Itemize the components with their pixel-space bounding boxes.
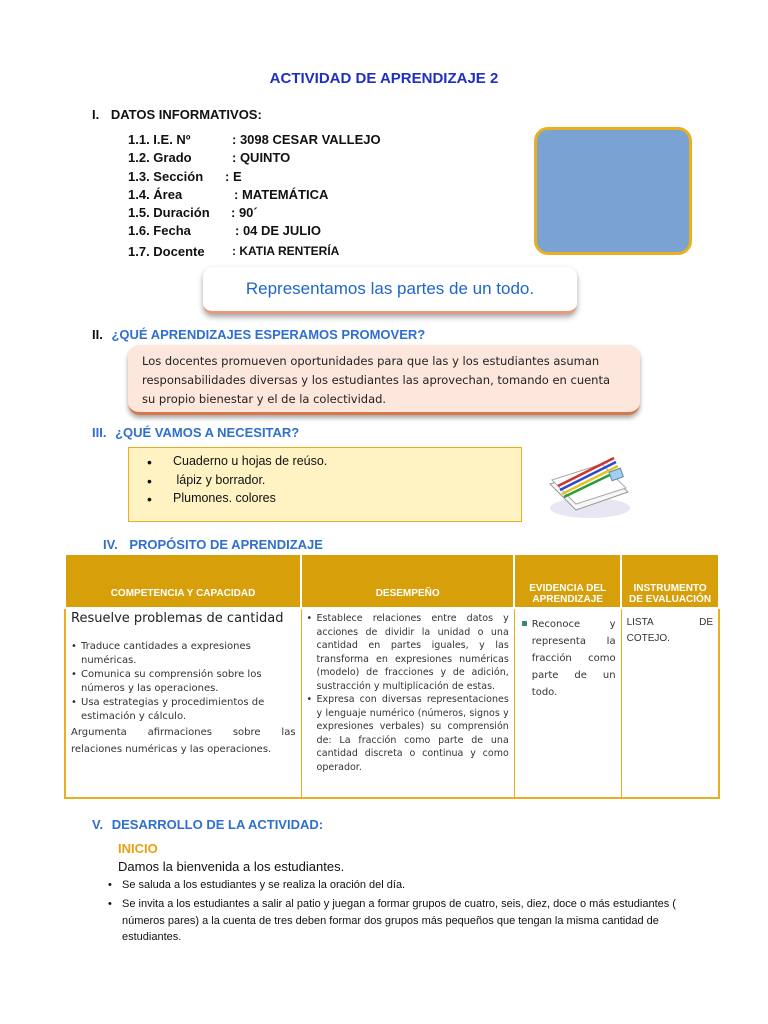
- capacidad-item: • Traduce cantidades a expresiones numéricas.: [71, 640, 296, 668]
- competencia-title: Resuelve problemas de cantidad: [71, 611, 284, 626]
- section-3-heading: [92, 425, 299, 440]
- aprendizajes-box: Los docentes promueven oportunidades para que las y los estudiantes asuman responsabilidades diversas y los estudiantes las aprovechan, tomando en cuenta su propio bienestar y el de la colectividad.: [128, 345, 640, 415]
- section-3-number: III.: [92, 425, 107, 440]
- dato-label: 1.2. Grado: [128, 150, 192, 166]
- section-1-number: I.: [92, 107, 100, 122]
- page-title: ACTIVIDAD DE APRENDIZAJE 2: [269, 70, 499, 87]
- dato-value: : 90´: [231, 205, 258, 221]
- section-3-title: ¿QUÉ VAMOS A NECESITAR?: [115, 425, 300, 440]
- section-2-title: ¿QUÉ APRENDIZAJES ESPERAMOS PROMOVER?: [111, 327, 426, 342]
- materials-box: [128, 447, 522, 522]
- desempeno-item: • Expresa con diversas representaciones y lenguaje numérico (números, signos y expresiones verbales) su comprensión de: La fracción como parte de una cantidad discreta o continua y como operador.: [307, 693, 509, 774]
- material-item: • Cuaderno u hojas de reúso.: [147, 454, 521, 473]
- section-4-heading: [103, 537, 323, 552]
- section-4-number: IV.: [103, 537, 118, 552]
- table-header-row: [65, 554, 719, 608]
- header-instrumento: INSTRUMENTO DE EVALUACIÓN: [621, 554, 719, 608]
- evidencia-cell: [514, 608, 621, 798]
- inicio-label: INICIO: [118, 841, 158, 856]
- competencia-cell: [65, 608, 301, 798]
- instrumento-cell: [621, 608, 719, 798]
- section-4-title: PROPÓSITO DE APRENDIZAJE: [129, 537, 323, 552]
- header-desempeno: DESEMPEÑO: [301, 554, 514, 608]
- inicio-bullet: • Se invita a los estudiantes a salir al patio y juegan a formar grupos de cuatro, seis, diez, doce o más estudiantes ( números pares) a la cuenta de tres deben formar dos grupos más pequeños que tengan la misma cantidad de estudiantes.: [122, 896, 682, 946]
- section-1-heading: [92, 107, 262, 122]
- dato-label: 1.1. I.E. Nº: [128, 132, 191, 147]
- welcome-text: Damos la bienvenida a los estudiantes.: [118, 859, 345, 874]
- capacidad-item: • Comunica su comprensión sobre los números y las operaciones.: [71, 668, 296, 696]
- desempeno-cell: [301, 608, 514, 798]
- section-2-number: II.: [92, 327, 103, 342]
- table-row: [65, 608, 719, 798]
- header-competencia: COMPETENCIA Y CAPACIDAD: [65, 554, 301, 608]
- photo-placeholder: [534, 127, 692, 255]
- session-title-banner: Representamos las partes de un todo.: [203, 267, 577, 314]
- capacidad-item: • Usa estrategias y procedimientos de estimación y cálculo.: [71, 696, 296, 724]
- section-5-number: V.: [92, 817, 104, 832]
- desempeno-item: • Establece relaciones entre datos y acciones de dividir la unidad o una cantidad en partes iguales, y las transforma en expresiones numéricas (modelo) de fracciones y de adición, sustracción y multiplicación de estas.: [307, 612, 509, 693]
- dato-label: 1.6. Fecha: [128, 223, 191, 239]
- purpose-table: [64, 553, 720, 799]
- dato-value: : 04 DE JULIO: [235, 223, 321, 239]
- section-5-heading: [92, 817, 323, 832]
- capacidad-argumenta: Argumenta afirmaciones sobre las relaciones numéricas y las operaciones.: [71, 727, 296, 755]
- inicio-bullet: • Se saluda a los estudiantes y se realiza la oración del día.: [122, 877, 682, 894]
- dato-value: : E: [225, 168, 242, 184]
- dato-value: : 3098 CESAR VALLEJO: [232, 132, 381, 147]
- dato-value: : KATIA RENTERÍA: [232, 243, 340, 258]
- dato-label: 1.5. Duración: [128, 205, 210, 221]
- section-1-title: DATOS INFORMATIVOS:: [110, 107, 262, 122]
- section-5-title: DESARROLLO DE LA ACTIVIDAD:: [111, 817, 324, 832]
- dato-label: 1.3. Sección: [128, 168, 204, 184]
- dato-label: 1.4. Área: [128, 186, 183, 202]
- dato-value: : MATEMÁTICA: [234, 186, 329, 202]
- dato-value: : QUINTO: [232, 150, 291, 166]
- material-item: • lápiz y borrador.: [147, 473, 521, 492]
- material-item: • Plumones. colores: [147, 491, 521, 510]
- evidencia-text: Reconoce y representa la fracción como parte de un todo.: [520, 612, 616, 701]
- school-supplies-icon: [540, 440, 632, 522]
- header-evidencia: EVIDENCIA DEL APRENDIZAJE: [514, 554, 621, 608]
- dato-label: 1.7. Docente: [128, 243, 205, 259]
- instrumento-text: LISTA DE COTEJO.: [626, 617, 713, 644]
- section-2-heading: [92, 327, 425, 342]
